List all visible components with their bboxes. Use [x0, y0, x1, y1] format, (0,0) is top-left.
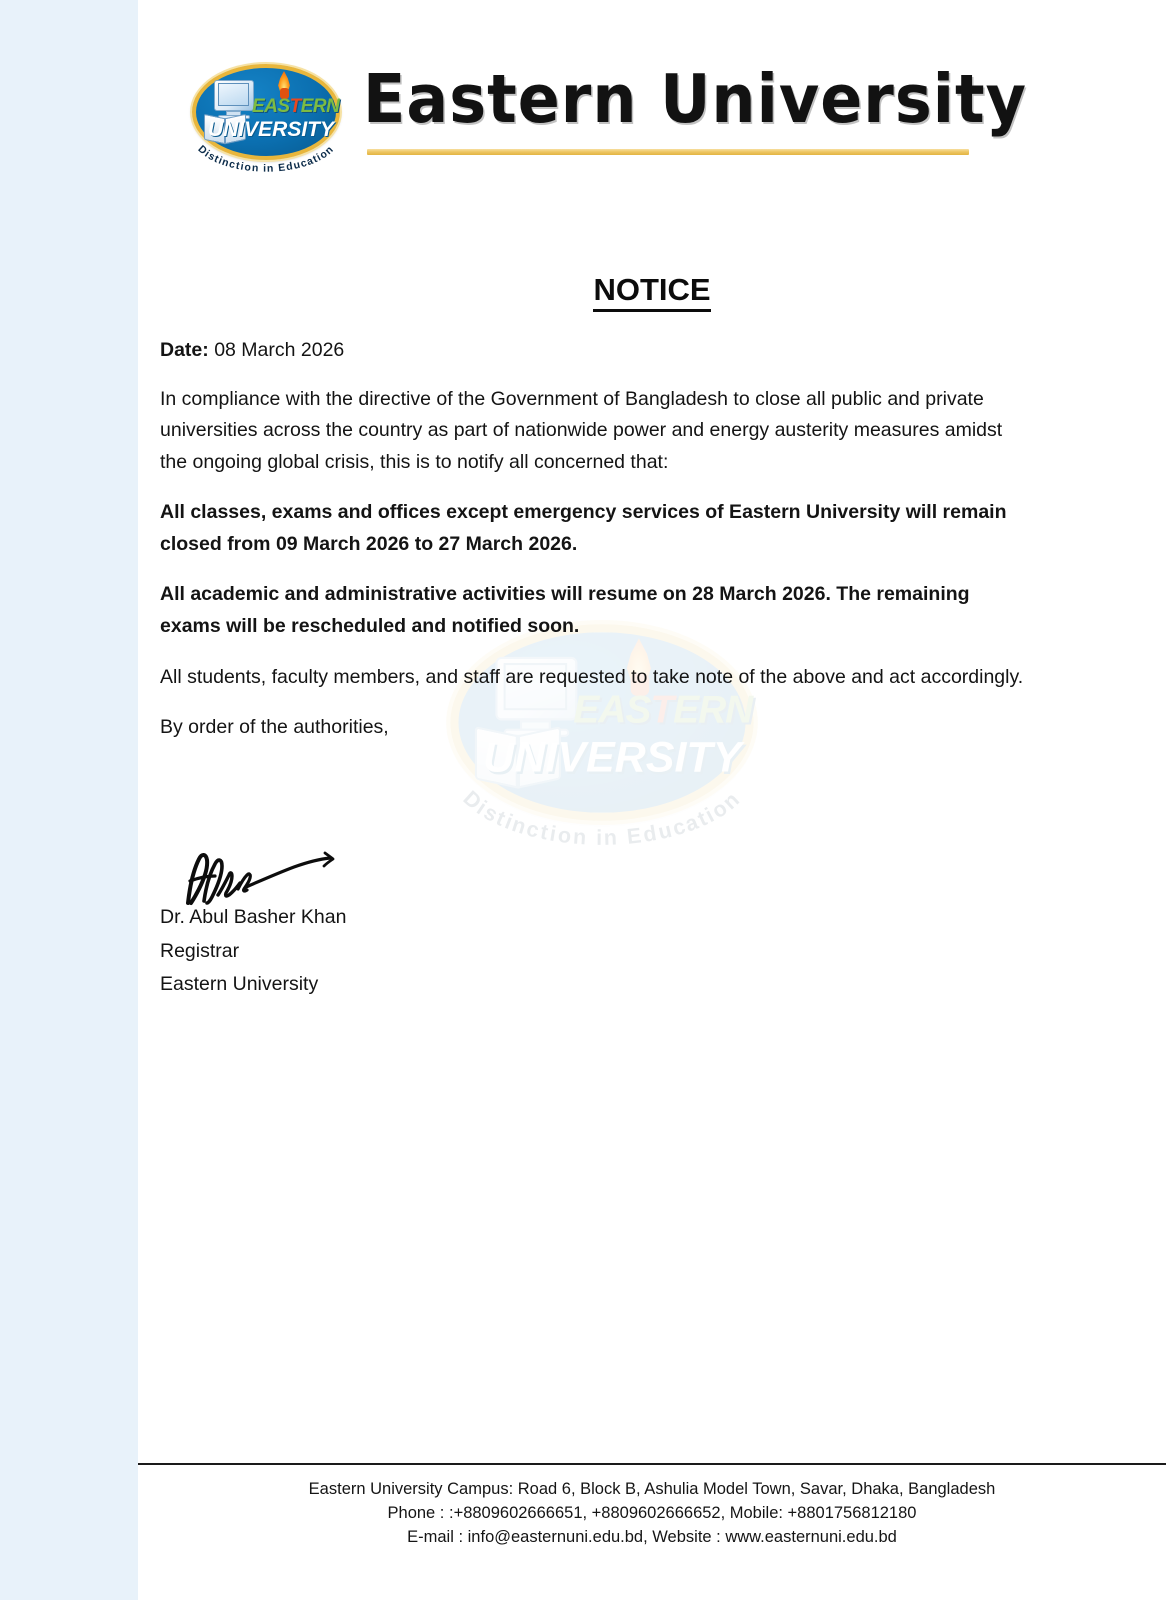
notice-title — [138, 272, 1166, 308]
header-gold-rule — [367, 149, 969, 155]
document-header — [138, 0, 1166, 200]
university-name-title: Eastern University — [363, 59, 1028, 139]
monitor-screen — [218, 83, 249, 106]
notice-paragraph-1: In compliance with the directive of the Government of Bangladesh to close all public and private universities across the country as part of nationwide power and energy austerity measures amidst the ongoing global crisis, this is to notify all concerned that: — [160, 387, 1003, 473]
footer-divider — [138, 1463, 1166, 1465]
logo-word-eastern: EASTERN — [252, 96, 340, 117]
watermark-logo-word-eastern: EASTERN — [573, 689, 753, 733]
handwritten-signature-icon — [182, 845, 382, 907]
footer-email-website: E-mail : info@easternuni.edu.bd, Website : www.easternuni.edu.bd — [407, 1527, 897, 1546]
page-gutter — [0, 0, 138, 1600]
signatory-details — [160, 901, 680, 1002]
signatory-designation: Registrar — [160, 939, 240, 962]
watermark-logo-word-university: UNIVERSITY — [483, 734, 742, 782]
notice-paragraph-3: All academic and administrative activities will resume on 28 March 2026. The remaining exams will be rescheduled and notified soon. — [160, 583, 970, 638]
footer-phone: Phone : :+8809602666651, +8809602666652, Mobile: +8801756812180 — [387, 1503, 917, 1522]
logo-word-university: UNIVERSITY — [208, 118, 335, 141]
date-value: 08 March 2026 — [214, 339, 345, 361]
signatory-name: Dr. Abul Basher Khan — [160, 906, 347, 928]
notice-paragraph-4: All students, faculty members, and staff are requested to take note of the above and act accordingly. — [160, 665, 1024, 688]
logo-tagline — [186, 138, 346, 184]
svg-text:Distinction in Education: Distinction in Education — [458, 785, 746, 850]
document-sheet — [138, 0, 1166, 1600]
logo-slot — [186, 62, 346, 184]
signature-block — [160, 845, 680, 1002]
footer-address: Eastern University Campus: Road 6, Block B, Ashulia Model Town, Savar, Dhaka, Bangladesh — [308, 1480, 996, 1498]
notice-body — [160, 335, 1032, 763]
date-label: Date: — [160, 339, 209, 361]
notice-date-line — [160, 335, 1032, 367]
eastern-university-logo — [186, 62, 346, 184]
notice-paragraph-2: All classes, exams and offices except emergency services of Eastern University will remain closed from 09 March 2026 to 27 March 2026. — [160, 501, 1007, 555]
document-footer — [138, 1478, 1166, 1550]
flame-icon — [274, 71, 294, 99]
notice-paragraph-5: By order of the authorities, — [160, 716, 389, 739]
svg-text:Distinction in Education: Distinction in Education — [195, 143, 337, 175]
signatory-organization: Eastern University — [160, 973, 319, 996]
notice-title-text: NOTICE — [593, 272, 710, 312]
